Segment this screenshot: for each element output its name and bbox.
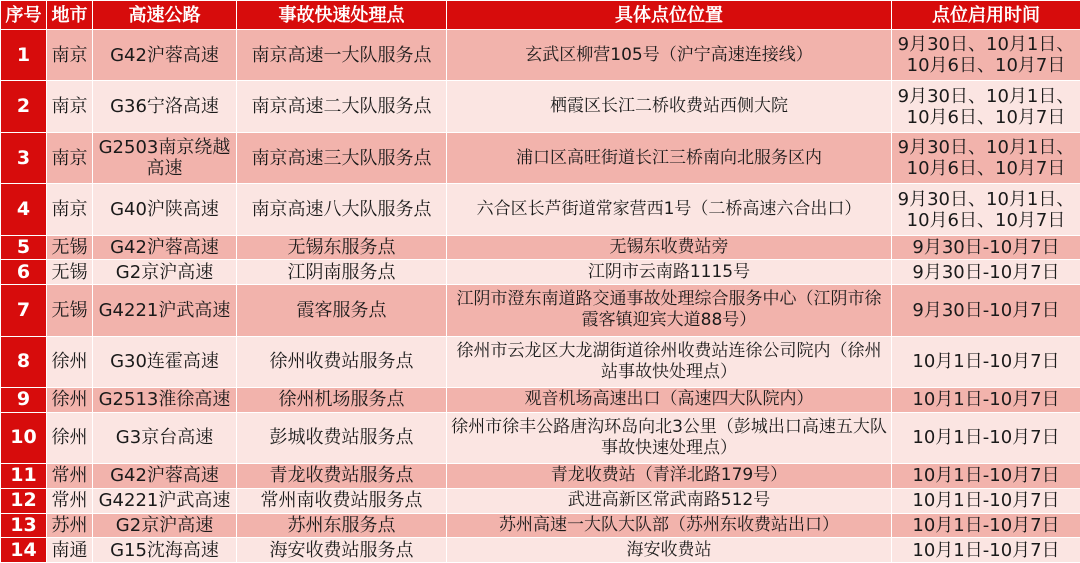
row-city: 无锡 — [47, 260, 93, 285]
row-no: 11 — [1, 464, 47, 489]
table-header-row — [1, 1, 1080, 30]
row-no: 1 — [1, 30, 47, 81]
row-highway: G4221沪武高速 — [93, 488, 237, 513]
table-row — [1, 235, 1080, 260]
row-city: 南京 — [47, 132, 93, 183]
table-row — [1, 336, 1080, 387]
row-city: 徐州 — [47, 388, 93, 413]
row-city: 南通 — [47, 538, 93, 563]
row-city: 南京 — [47, 184, 93, 235]
row-highway: G42沪蓉高速 — [93, 235, 237, 260]
row-point: 青龙收费站服务点 — [237, 464, 447, 489]
row-city: 无锡 — [47, 235, 93, 260]
row-time: 10月1日-10月7日 — [892, 336, 1080, 387]
table-row — [1, 388, 1080, 413]
row-city: 徐州 — [47, 412, 93, 463]
table-row — [1, 81, 1080, 132]
header-time: 点位启用时间 — [892, 1, 1080, 30]
row-location: 徐州市云龙区大龙湖街道徐州收费站连徐公司院内（徐州站事故快处理点） — [447, 336, 892, 387]
row-location: 浦口区高旺街道长江三桥南向北服务区内 — [447, 132, 892, 183]
row-city: 常州 — [47, 488, 93, 513]
row-no: 3 — [1, 132, 47, 183]
row-location: 六合区长芦街道常家营西1号（二桥高速六合出口） — [447, 184, 892, 235]
row-location: 青龙收费站（青洋北路179号） — [447, 464, 892, 489]
row-point: 徐州机场服务点 — [237, 388, 447, 413]
row-point: 霞客服务点 — [237, 285, 447, 336]
row-no: 14 — [1, 538, 47, 563]
row-highway: G2503南京绕越高速 — [93, 132, 237, 183]
row-highway: G15沈海高速 — [93, 538, 237, 563]
row-point: 南京高速二大队服务点 — [237, 81, 447, 132]
row-highway: G42沪蓉高速 — [93, 30, 237, 81]
table-row — [1, 132, 1080, 183]
row-point: 江阴南服务点 — [237, 260, 447, 285]
row-time: 10月1日-10月7日 — [892, 464, 1080, 489]
row-location: 苏州高速一大队大队部（苏州东收费站出口） — [447, 513, 892, 538]
row-no: 6 — [1, 260, 47, 285]
row-city: 南京 — [47, 30, 93, 81]
row-city: 南京 — [47, 81, 93, 132]
row-no: 2 — [1, 81, 47, 132]
row-no: 5 — [1, 235, 47, 260]
table-row — [1, 538, 1080, 563]
table-row — [1, 464, 1080, 489]
row-highway: G4221沪武高速 — [93, 285, 237, 336]
row-time: 10月1日-10月7日 — [892, 388, 1080, 413]
row-time: 9月30日-10月7日 — [892, 260, 1080, 285]
row-highway: G3京台高速 — [93, 412, 237, 463]
row-point: 南京高速八大队服务点 — [237, 184, 447, 235]
row-no: 12 — [1, 488, 47, 513]
row-no: 10 — [1, 412, 47, 463]
row-location: 玄武区柳营105号（沪宁高速连接线） — [447, 30, 892, 81]
row-time: 10月1日-10月7日 — [892, 412, 1080, 463]
row-time: 10月1日-10月7日 — [892, 538, 1080, 563]
row-location: 栖霞区长江二桥收费站西侧大院 — [447, 81, 892, 132]
row-point: 苏州东服务点 — [237, 513, 447, 538]
row-point: 南京高速三大队服务点 — [237, 132, 447, 183]
row-point: 南京高速一大队服务点 — [237, 30, 447, 81]
row-city: 徐州 — [47, 336, 93, 387]
row-point: 徐州收费站服务点 — [237, 336, 447, 387]
row-time: 9月30日-10月7日 — [892, 285, 1080, 336]
row-location: 江阴市澄东南道路交通事故处理综合服务中心（江阴市徐霞客镇迎宾大道88号） — [447, 285, 892, 336]
row-no: 7 — [1, 285, 47, 336]
row-time: 9月30日、10月1日、10月6日、10月7日 — [892, 81, 1080, 132]
row-highway: G2京沪高速 — [93, 513, 237, 538]
header-no: 序号 — [1, 1, 47, 30]
row-time: 9月30日、10月1日、10月6日、10月7日 — [892, 30, 1080, 81]
header-highway: 高速公路 — [93, 1, 237, 30]
row-point: 常州南收费站服务点 — [237, 488, 447, 513]
row-city: 无锡 — [47, 285, 93, 336]
row-no: 8 — [1, 336, 47, 387]
header-point: 事故快速处理点 — [237, 1, 447, 30]
row-city: 常州 — [47, 464, 93, 489]
row-point: 无锡东服务点 — [237, 235, 447, 260]
table-row — [1, 285, 1080, 336]
row-time: 10月1日-10月7日 — [892, 513, 1080, 538]
row-highway: G40沪陕高速 — [93, 184, 237, 235]
row-location: 海安收费站 — [447, 538, 892, 563]
row-location: 无锡东收费站旁 — [447, 235, 892, 260]
row-location: 江阴市云南路1115号 — [447, 260, 892, 285]
header-location: 具体点位位置 — [447, 1, 892, 30]
row-highway: G42沪蓉高速 — [93, 464, 237, 489]
row-time: 9月30日、10月1日、10月6日、10月7日 — [892, 184, 1080, 235]
row-point: 海安收费站服务点 — [237, 538, 447, 563]
row-time: 9月30日、10月1日、10月6日、10月7日 — [892, 132, 1080, 183]
row-highway: G36宁洛高速 — [93, 81, 237, 132]
table-row — [1, 513, 1080, 538]
row-location: 观音机场高速出口（高速四大队院内） — [447, 388, 892, 413]
row-time: 10月1日-10月7日 — [892, 488, 1080, 513]
table-row — [1, 488, 1080, 513]
table-row — [1, 260, 1080, 285]
row-highway: G30连霍高速 — [93, 336, 237, 387]
row-time: 9月30日-10月7日 — [892, 235, 1080, 260]
row-highway: G2京沪高速 — [93, 260, 237, 285]
table-row — [1, 30, 1080, 81]
row-location: 徐州市徐丰公路唐沟环岛向北3公里（彭城出口高速五大队事故快速处理点） — [447, 412, 892, 463]
row-no: 13 — [1, 513, 47, 538]
row-point: 彭城收费站服务点 — [237, 412, 447, 463]
row-city: 苏州 — [47, 513, 93, 538]
table-row — [1, 412, 1080, 463]
row-no: 4 — [1, 184, 47, 235]
table-row — [1, 184, 1080, 235]
row-location: 武进高新区常武南路512号 — [447, 488, 892, 513]
row-no: 9 — [1, 388, 47, 413]
row-highway: G2513淮徐高速 — [93, 388, 237, 413]
header-city: 地市 — [47, 1, 93, 30]
